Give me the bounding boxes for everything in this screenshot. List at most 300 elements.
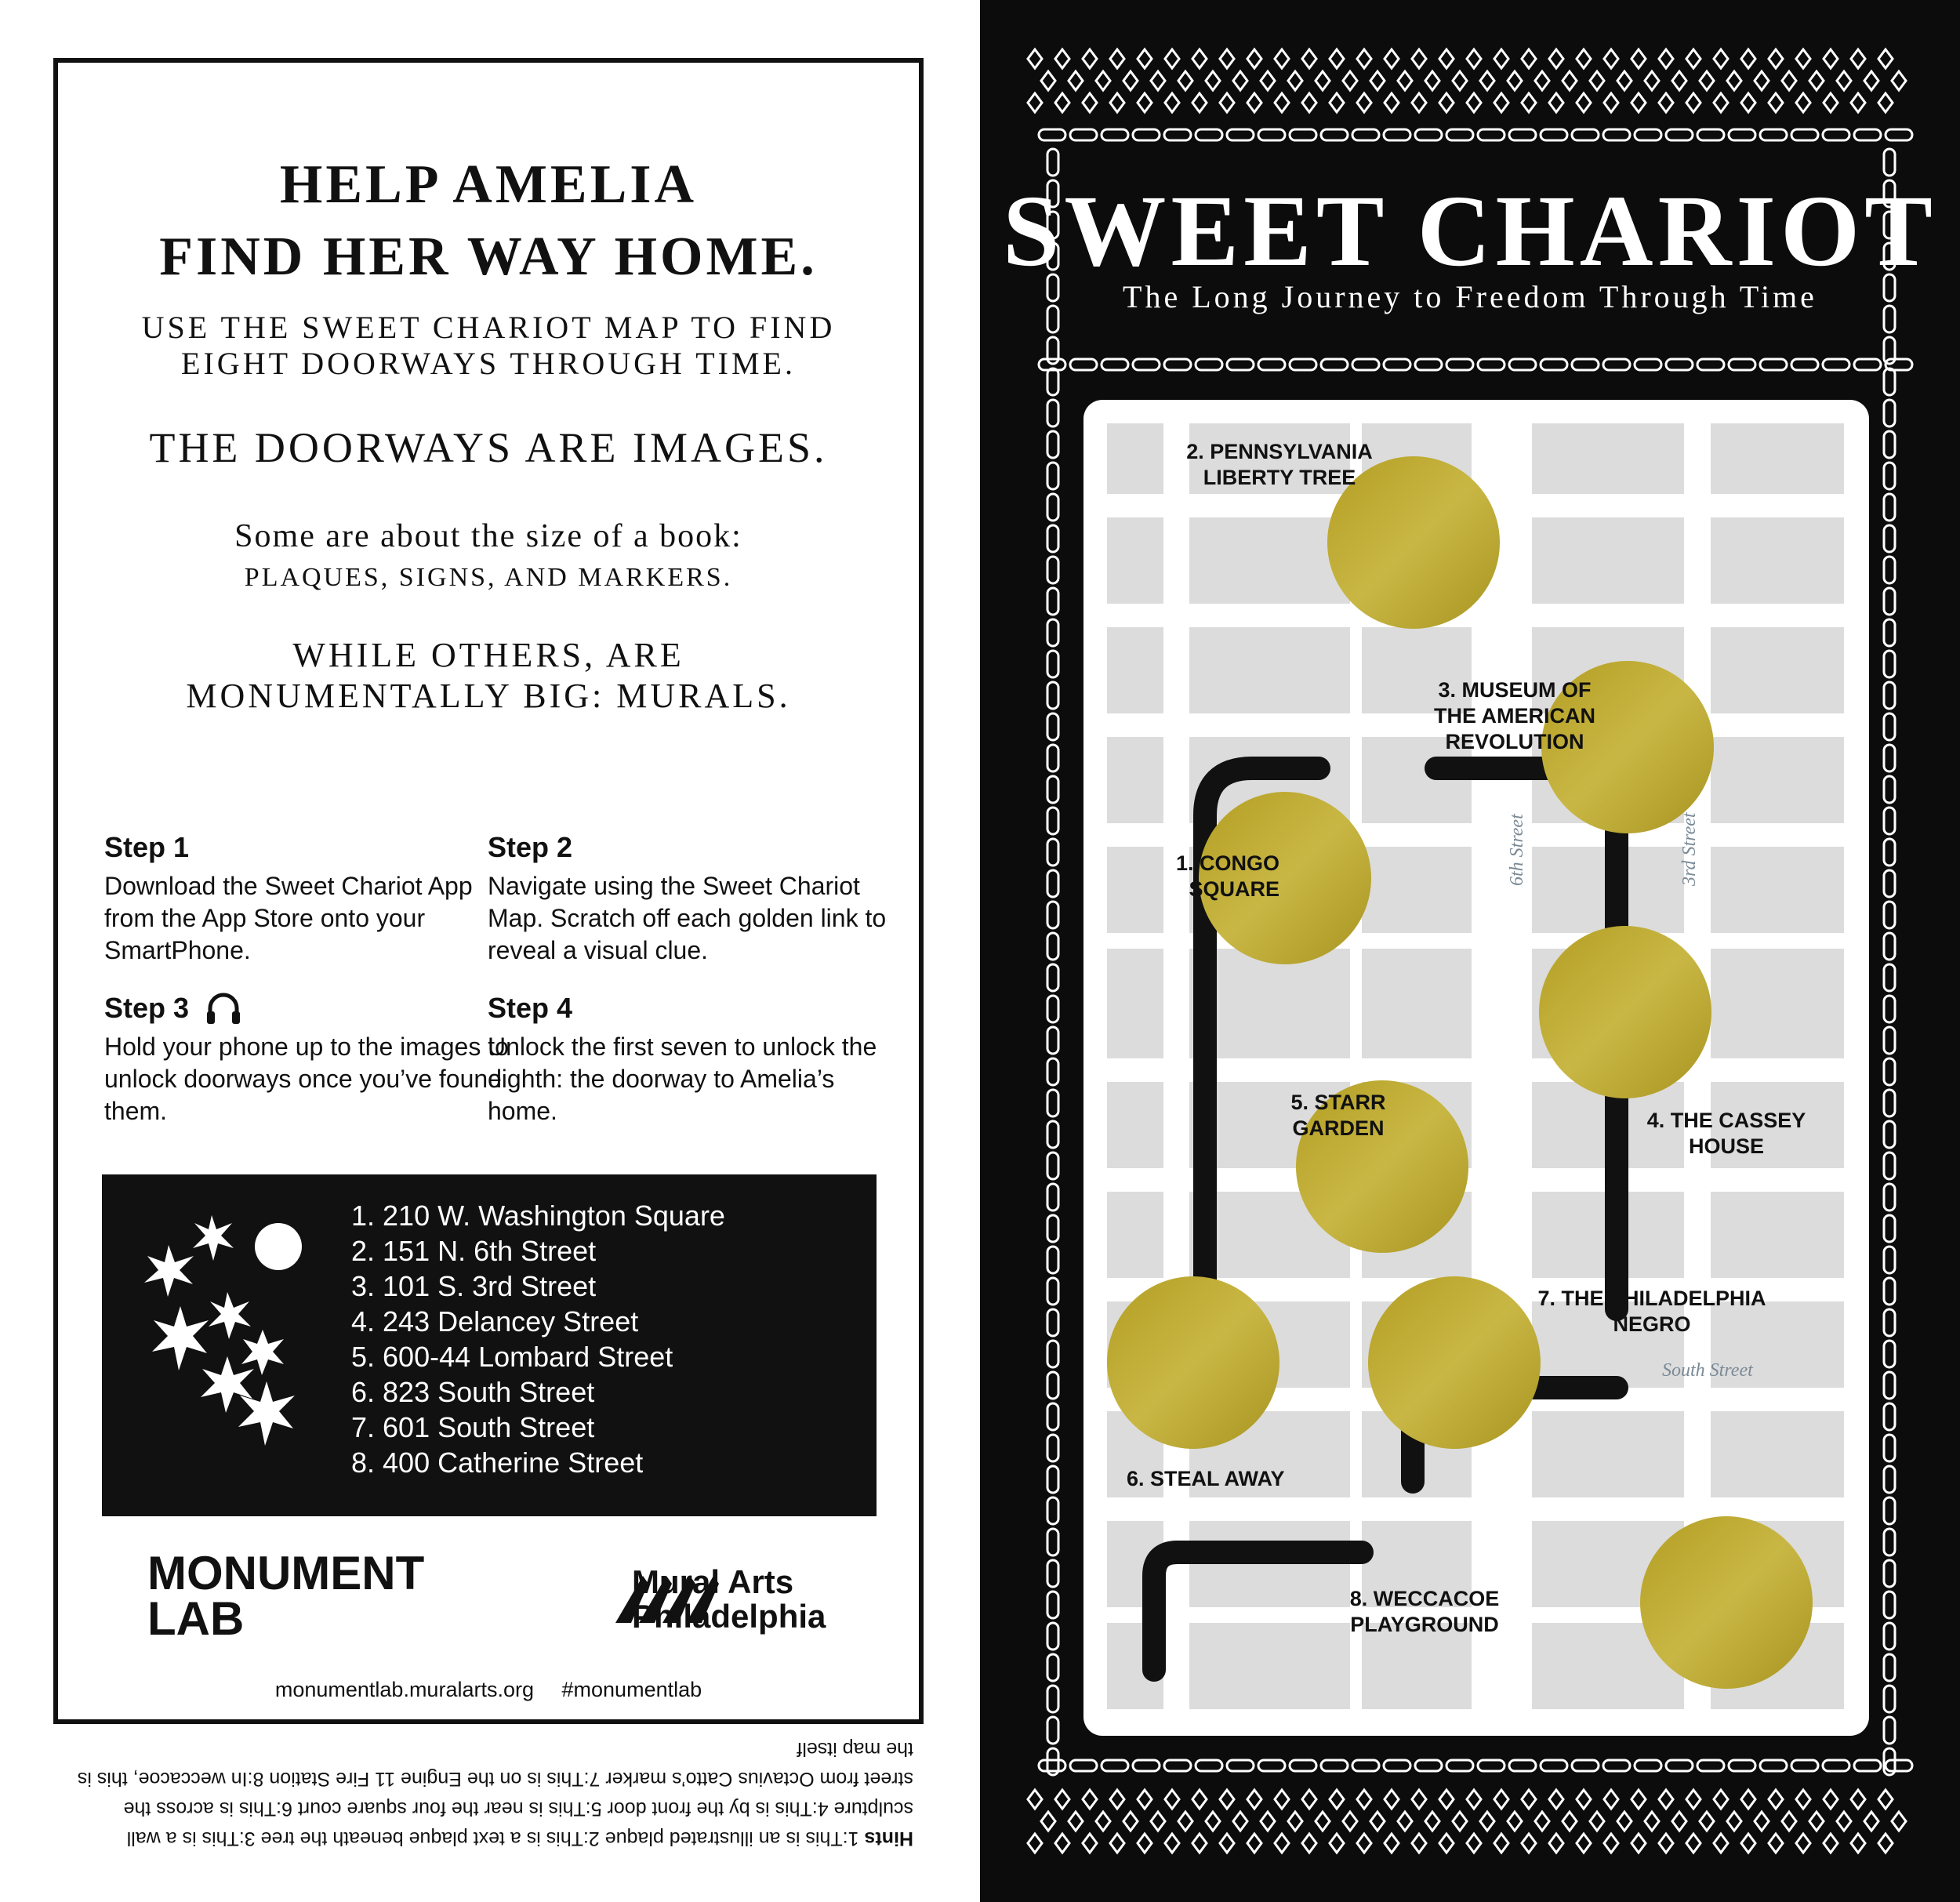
monument-lab-logo [147,1547,477,1645]
plaques-line: PLAQUES, SIGNS, AND MARKERS. [244,563,733,592]
diamond-ornament [1138,1834,1152,1853]
city-block [1532,517,1684,604]
step-2 [488,829,895,967]
diamond-ornament [1494,1834,1508,1853]
chain-link [1047,808,1058,834]
diamond-ornament [1439,1834,1454,1853]
diamond-ornament [1837,71,1851,90]
chain-link [1047,1529,1058,1555]
chain-link [1478,359,1504,370]
chain-link [1415,359,1442,370]
diamond-ornament [1220,49,1234,68]
route-map [1083,400,1869,1736]
address-item: 4. 243 Delancey Street [351,1305,639,1338]
diamond-ornament [1809,1812,1824,1831]
chain-link [1697,1760,1724,1771]
chain-link [1047,996,1058,1022]
chain-link [1047,745,1058,771]
chain-link [1854,359,1881,370]
diamond-ornament [1412,1834,1426,1853]
chain-link [1047,1058,1058,1085]
diamond-ornament [1083,1834,1097,1853]
diamond-ornament [1357,1834,1371,1853]
diamond-ornament [1645,71,1659,90]
chain-link [1047,1560,1058,1587]
diamond-ornament [1069,1812,1083,1831]
chain-link [1884,996,1895,1022]
stop-6-scratch-circle[interactable] [1107,1276,1279,1449]
city-block [1189,627,1350,713]
diamond-ornament [1192,1790,1207,1809]
diamond-ornament [1508,1812,1522,1831]
diamond-ornament [1714,93,1728,112]
diamond-ornament [1494,1790,1508,1809]
diamond-ornament [1769,1834,1783,1853]
chain-link [1884,682,1895,709]
diamond-ornament [1165,1790,1179,1809]
city-block [1711,847,1844,933]
city-block [1532,1411,1684,1497]
chain-link [1446,129,1473,140]
stop-label-6: 6. STEAL AWAY [1127,1467,1285,1490]
chain-link [1384,129,1410,140]
chain-link [1884,1090,1895,1116]
chain-link [1321,359,1348,370]
chain-link [1352,129,1379,140]
chain-link [1047,1592,1058,1618]
diamond-ornament [1330,1790,1344,1809]
diamond-ornament [1028,93,1042,112]
chain-link [1729,359,1755,370]
chain-link [1384,359,1410,370]
chain-link [1884,1341,1895,1367]
chain-link [1164,359,1191,370]
chain-link [1666,359,1693,370]
step-1-title: Step 1 [104,831,190,863]
chain-link [1884,557,1895,583]
mural-arts-line-2: Philadelphia [632,1598,826,1635]
map-subtitle: The Long Journey to Freedom Through Time [1123,279,1817,314]
diamond-ornament [1041,1812,1055,1831]
diamond-ornament [1370,71,1385,90]
diamond-ornament [1083,49,1097,68]
map-card [1083,400,1869,1736]
step-4 [488,990,895,1127]
stop-4-scratch-circle[interactable] [1539,926,1711,1098]
city-block [1711,1411,1844,1497]
chain-link [1047,1686,1058,1712]
step-1 [104,829,512,967]
chain-link [1509,359,1536,370]
diamond-ornament [1659,49,1673,68]
chain-link [1635,1760,1661,1771]
diamond-ornament [1755,1812,1769,1831]
diamond-ornament [1412,93,1426,112]
chain-link [1047,1184,1058,1211]
diamond-ornament [1055,1834,1069,1853]
diamond-ornament [1796,1834,1810,1853]
headline-line-1: HELP AMELIA [279,154,698,215]
diamond-ornament [1357,93,1371,112]
diamond-ornament [1522,1790,1536,1809]
diamond-ornament [1535,1812,1549,1831]
chain-link [1478,129,1504,140]
diamond-ornament [1878,93,1893,112]
chain-link [1884,149,1895,176]
diamond-ornament [1892,1812,1906,1831]
diamond-ornament [1110,49,1124,68]
hints-label: Hints [864,1828,913,1849]
monument-lab-logo-line-2: LAB [147,1592,245,1645]
stop-7-scratch-circle[interactable] [1368,1276,1541,1449]
diamond-ornament [1467,1790,1481,1809]
city-block [1189,517,1350,604]
chain-link [1884,1215,1895,1242]
city-block [1107,627,1163,713]
diamond-ornament [1851,49,1865,68]
diamond-ornament [1138,1790,1152,1809]
chain-link [1509,129,1536,140]
diamond-ornament [1590,71,1604,90]
diamond-ornament [1632,49,1646,68]
chain-link [1760,129,1787,140]
stop-8-scratch-circle[interactable] [1640,1516,1813,1689]
diamond-ornament [1288,71,1302,90]
chain-link [1321,1760,1348,1771]
street-label-south: South Street [1662,1360,1753,1381]
chain-link [1047,149,1058,176]
chain-link [1047,651,1058,677]
chain-link [1666,1760,1693,1771]
diamond-ornament [1385,1790,1399,1809]
diamond-ornament [1028,1834,1042,1853]
stop-label-1: 1. CONGO SQUARE [1175,851,1279,901]
address-box [102,1174,877,1516]
diamond-ornament [1878,1790,1893,1809]
diamond-ornament [1110,93,1124,112]
chain-link [1047,1341,1058,1367]
diamond-ornament [1494,93,1508,112]
diamond-ornament [1755,71,1769,90]
size-line: Some are about the size of a book: [234,518,742,554]
chain-link [1047,902,1058,928]
city-block [1107,847,1163,933]
diamond-ornament [1123,71,1138,90]
diamond-ornament [1165,93,1179,112]
stop-label-4: 4. THE CASSEY HOUSE [1646,1109,1806,1158]
chain-link [1047,1090,1058,1116]
chain-link [1541,359,1567,370]
chain-link [1196,359,1222,370]
chain-link [1352,359,1379,370]
diamond-ornament [1123,1812,1138,1831]
diamond-ornament [1206,71,1220,90]
city-block [1532,423,1684,494]
headline [53,149,924,293]
chain-link [1039,129,1065,140]
diamond-ornament [1192,49,1207,68]
chain-link [1884,619,1895,646]
diamond-ornament [1110,1790,1124,1809]
diamond-ornament [1659,93,1673,112]
chain-link [1666,129,1693,140]
diamond-ornament [1028,1790,1042,1809]
chain-link [1884,400,1895,426]
diamond-ornament [1165,1834,1179,1853]
chain-link [1884,588,1895,615]
chain-link [1321,129,1348,140]
address-item: 2. 151 N. 6th Street [351,1235,597,1267]
diamond-ornament [1233,71,1247,90]
headline-line-2: FIND HER WAY HOME. [159,227,818,287]
chain-link [1047,1372,1058,1399]
diamond-ornament [1330,93,1344,112]
diamond-ornament [1522,1834,1536,1853]
diamond-ornament [1412,49,1426,68]
chain-link [1572,1760,1599,1771]
diamond-ornament [1686,93,1700,112]
diamond-ornament [1343,1812,1357,1831]
diamond-ornament [1055,93,1069,112]
diamond-ornament [1385,49,1399,68]
diamond-ornament [1549,1790,1563,1809]
chain-link [1047,368,1058,395]
stop-label-5: 5. STARR GARDEN [1290,1091,1386,1140]
chain-link [1047,1435,1058,1461]
chain-link [1070,359,1097,370]
intro-line-2: EIGHT DOORWAYS THROUGH TIME. [181,346,796,381]
diamond-ornament [1824,93,1838,112]
street-grid [1107,423,1844,1709]
diamond-ornament [1535,71,1549,90]
diamond-ornament [1714,1790,1728,1809]
chain-link [1070,129,1097,140]
chain-link [1047,1717,1058,1744]
chain-link [1196,1760,1222,1771]
chain-link [1415,129,1442,140]
diamond-ornament [1178,71,1192,90]
diamond-ornament [1549,49,1563,68]
diamond-ornament [1385,93,1399,112]
diamond-ornament [1741,1790,1755,1809]
chain-link [1290,1760,1316,1771]
chain-link [1164,1760,1191,1771]
chain-link [1884,1497,1895,1524]
diamond-ornament [1138,49,1152,68]
chain-link [1047,1497,1058,1524]
diamond-ornament [1632,1834,1646,1853]
murals-line-1: WHILE OTHERS, ARE [292,636,684,674]
address-item: 8. 400 Catherine Street [351,1446,644,1479]
chain-link [1884,1058,1895,1085]
diamond-ornament [1686,1790,1700,1809]
city-block [1711,517,1844,604]
diamond-ornament [1617,71,1632,90]
chain-link [1258,359,1285,370]
diamond-ornament [1672,1812,1686,1831]
diamond-ornament [1480,71,1494,90]
chain-link [1047,400,1058,426]
chain-link [1047,1215,1058,1242]
diamond-ornament [1604,93,1618,112]
diamond-ornament [1824,49,1838,68]
diamond-ornament [1398,71,1412,90]
diamond-ornament [1302,49,1316,68]
address-item: 6. 823 South Street [351,1376,595,1408]
diamond-ornament [1069,71,1083,90]
chain-link [1603,1760,1630,1771]
diamond-ornament [1864,1812,1878,1831]
moon-icon [255,1223,302,1270]
chain-link [1884,1623,1895,1650]
diamond-ornament [1096,1812,1110,1831]
diamond-ornament [1782,1812,1796,1831]
diamond-ornament [1028,49,1042,68]
chain-link [1884,1466,1895,1493]
diamond-ornament [1796,49,1810,68]
diamond-ornament [1357,1790,1371,1809]
city-block [1362,949,1472,1058]
diamond-ornament [1796,1790,1810,1809]
city-block [1107,517,1163,604]
step-2-title: Step 2 [488,831,573,863]
diamond-ornament [1796,93,1810,112]
chain-link [1884,713,1895,740]
chain-link [1047,525,1058,552]
chain-link [1047,1152,1058,1179]
chain-link [1227,359,1254,370]
diamond-ornament [1769,93,1783,112]
diamond-ornament [1425,71,1439,90]
diamond-ornament [1851,1834,1865,1853]
chain-link [1823,1760,1849,1771]
chain-link [1047,1466,1058,1493]
chain-link [1729,129,1755,140]
intro-line-1: USE THE SWEET CHARIOT MAP TO FIND [141,310,836,345]
diamond-ornament [1714,1834,1728,1853]
diamond-ornament [1316,1812,1330,1831]
chain-link [1635,129,1661,140]
monument-lab-logo-line-1: MONUMENT [147,1547,425,1599]
chain-link [1047,494,1058,521]
chain-link [1603,129,1630,140]
diamond-ornament [1288,1812,1302,1831]
chain-link [1196,129,1222,140]
diamond-ornament [1220,1834,1234,1853]
chain-link [1884,1247,1895,1273]
diamond-ornament [1261,71,1275,90]
step-3-title: Step 3 [104,992,190,1024]
chain-link [1164,129,1191,140]
diamond-ornament [1590,1812,1604,1831]
chain-link [1697,129,1724,140]
chain-link [1884,1152,1895,1179]
diamond-ornament [1302,1834,1316,1853]
chain-link [1047,839,1058,866]
city-block [1711,1192,1844,1278]
diamond-ornament [1480,1812,1494,1831]
diamond-ornament [1247,1834,1261,1853]
city-block [1107,423,1163,494]
chain-link [1102,359,1128,370]
chain-link [1791,1760,1818,1771]
diamond-ornament [1398,1812,1412,1831]
diamond-ornament [1055,1790,1069,1809]
chain-link [1290,359,1316,370]
chain-link [1884,933,1895,960]
chain-link [1791,129,1818,140]
diamond-ornament [1357,49,1371,68]
map-title: SWEET CHARIOT [1003,175,1937,288]
chain-link [1047,463,1058,489]
street-label-3rd: 3rd Street [1679,812,1700,886]
diamond-ornament [1617,1812,1632,1831]
chain-link [1258,1760,1285,1771]
diamond-ornament [1769,49,1783,68]
diamond-ornament [1330,1834,1344,1853]
stars-and-moon-illustration [102,1174,337,1516]
diamond-ornament [1083,93,1097,112]
chain-link [1884,1372,1895,1399]
diamond-ornament [1275,1834,1289,1853]
chain-link [1290,129,1316,140]
chain-link [1446,1760,1473,1771]
chain-link [1886,1760,1912,1771]
website-url[interactable]: monumentlab.muralarts.org [274,1678,534,1701]
right-panel [980,0,1960,1902]
chain-link [1884,1027,1895,1054]
chain-link [1446,359,1473,370]
diamond-ornament [1508,71,1522,90]
diamond-ornament [1467,1834,1481,1853]
city-block [1107,949,1163,1058]
step-3 [104,990,512,1127]
chain-link [1047,870,1058,897]
chain-link [1884,745,1895,771]
diamond-ornament [1385,1834,1399,1853]
city-block [1711,627,1844,713]
diamond-ornament [1782,71,1796,90]
city-block [1107,737,1163,823]
diamond-ornament [1741,49,1755,68]
chain-link [1884,1686,1895,1712]
chain-link [1509,1760,1536,1771]
chain-link [1047,431,1058,458]
chain-link [1884,776,1895,803]
diamond-ornament [1439,93,1454,112]
chain-link [1102,129,1128,140]
chain-link [1047,557,1058,583]
step-2-body: Navigate using the Sweet Chariot Map. Scratch off each golden link to reveal a visual clue. [488,872,887,964]
chain-link [1572,359,1599,370]
hints-text: 1:This is an illustrated plaque 2:This is a text plaque beneath the tree 3:This is a wall sculpture 4:This is by the front door 5:This is near the four square court 6:This is across the street from Octavius Catto’s marker 7:This is on the Engine 11 Fire Station 8:In weccacoe, this is the map itself [77,1738,913,1849]
diamond-ornament [1302,1790,1316,1809]
diamond-ornament [1727,71,1741,90]
diamond-ornament [1824,1834,1838,1853]
address-list [351,1198,725,1480]
chain-link [1047,964,1058,991]
diamond-ornament [1577,1790,1591,1809]
chain-link [1478,1760,1504,1771]
diamond-ornament [1645,1812,1659,1831]
diamond-ornament [1275,93,1289,112]
diamond-ornament [1672,71,1686,90]
chain-link [1047,1121,1058,1148]
diamond-ornament [1370,1812,1385,1831]
diamond-ornament [1727,1812,1741,1831]
chain-link [1854,129,1881,140]
step-4-title: Step 4 [488,992,573,1024]
